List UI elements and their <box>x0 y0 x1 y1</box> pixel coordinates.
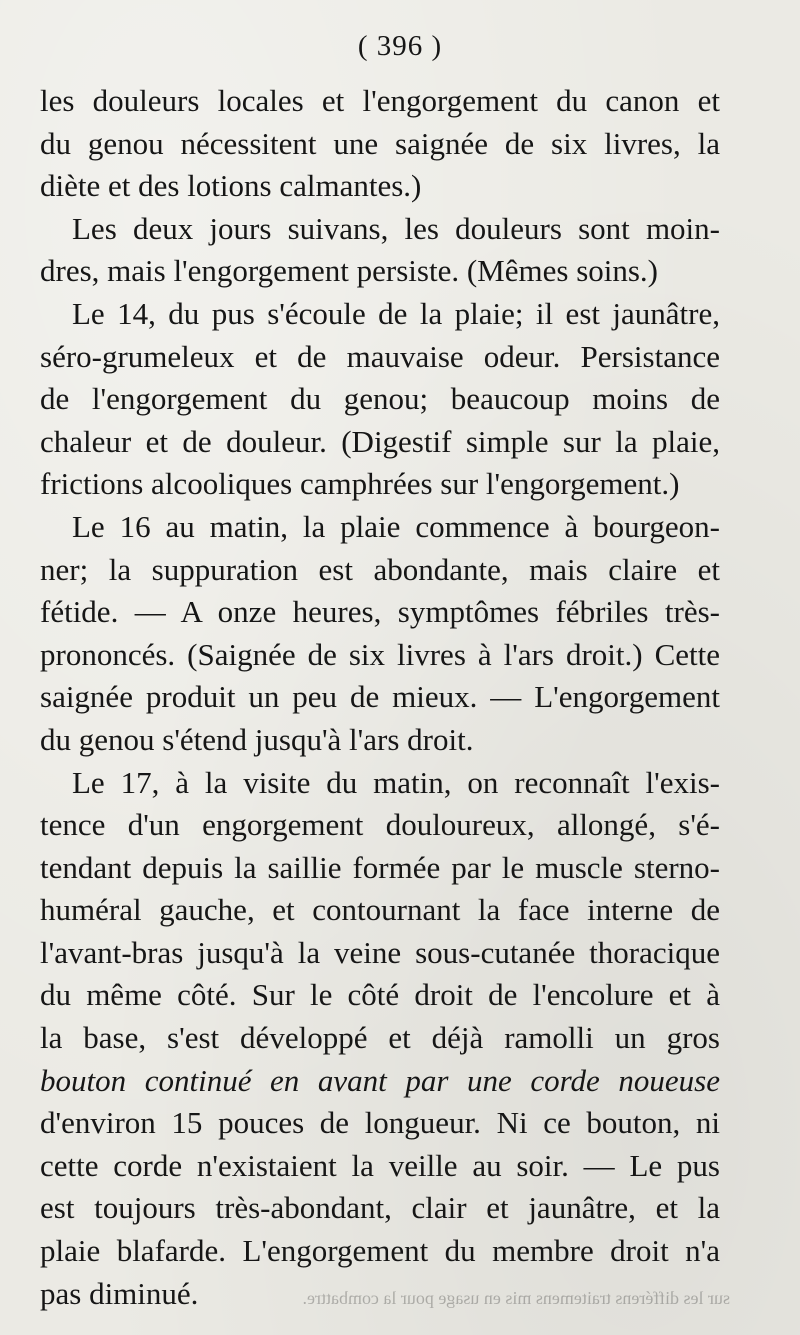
text-line: tendant depuis la saillie formée par le muscle sterno- <box>40 849 720 885</box>
text-line: prononcés. (Saignée de six livres à l'ars droit.) Cette <box>40 636 720 672</box>
text-line: la base, s'est développé et déjà ramolli un gros <box>40 1020 720 1056</box>
text-line: cette corde n'existaient la veille au soir. — Le pus <box>40 1147 720 1183</box>
text-line: Le 17, à la visite du matin, on reconnaît l'exis- <box>72 764 720 800</box>
text-line: fétide. — A onze heures, symptômes fébriles très- <box>40 594 720 630</box>
text-line: chaleur et de douleur. (Digestif simple sur la plaie, <box>40 423 720 459</box>
text-line: est toujours très-abondant, clair et jaunâtre, et la <box>40 1190 720 1226</box>
text-line: de l'engorgement du genou; beaucoup moins de <box>40 381 720 417</box>
text-line: d'environ 15 pouces de longueur. Ni ce bouton, ni <box>40 1105 720 1141</box>
text-line: huméral gauche, et contournant la face interne de <box>40 892 720 928</box>
text-line: frictions alcooliques camphrées sur l'engorgement.) <box>40 466 680 502</box>
text-line: bouton continué en avant par une corde noueuse <box>40 1062 720 1098</box>
body-text <box>40 80 720 1315</box>
text-line: saignée produit un peu de mieux. — L'engorgement <box>40 679 720 715</box>
page-number: ( 396 ) <box>357 30 443 62</box>
text-line: diète et des lotions calmantes.) <box>40 168 422 204</box>
text-line: l'avant-bras jusqu'à la veine sous-cutanée thoracique <box>40 934 720 970</box>
text-line: dres, mais l'engorgement persiste. (Mêmes soins.) <box>40 253 659 289</box>
text-line: Les deux jours suivans, les douleurs sont moin- <box>72 210 720 246</box>
text-line: séro-grumeleux et de mauvaise odeur. Persistance <box>40 338 720 374</box>
text-line: du même côté. Sur le côté droit de l'encolure et à <box>40 977 720 1013</box>
text-line: du genou nécessitent une saignée de six livres, la <box>40 125 720 161</box>
text-line: tence d'un engorgement douloureux, allongé, s'é- <box>40 807 720 843</box>
text-line: Le 16 au matin, la plaie commence à bourgeon- <box>72 508 720 544</box>
text-line: du genou s'étend jusqu'à l'ars droit. <box>40 721 474 757</box>
text-line: les douleurs locales et l'engorgement du canon et <box>40 83 720 118</box>
text-line: ner; la suppuration est abondante, mais claire et <box>40 551 720 587</box>
show-through-text: sur les différens traitemens mis en usage pour la combattre. <box>302 1288 730 1308</box>
text-line: pas diminué. <box>40 1275 199 1311</box>
text-line: plaie blafarde. L'engorgement du membre droit n'a <box>40 1233 720 1269</box>
text-line: Le 14, du pus s'écoule de la plaie; il est jaunâtre, <box>72 295 720 331</box>
